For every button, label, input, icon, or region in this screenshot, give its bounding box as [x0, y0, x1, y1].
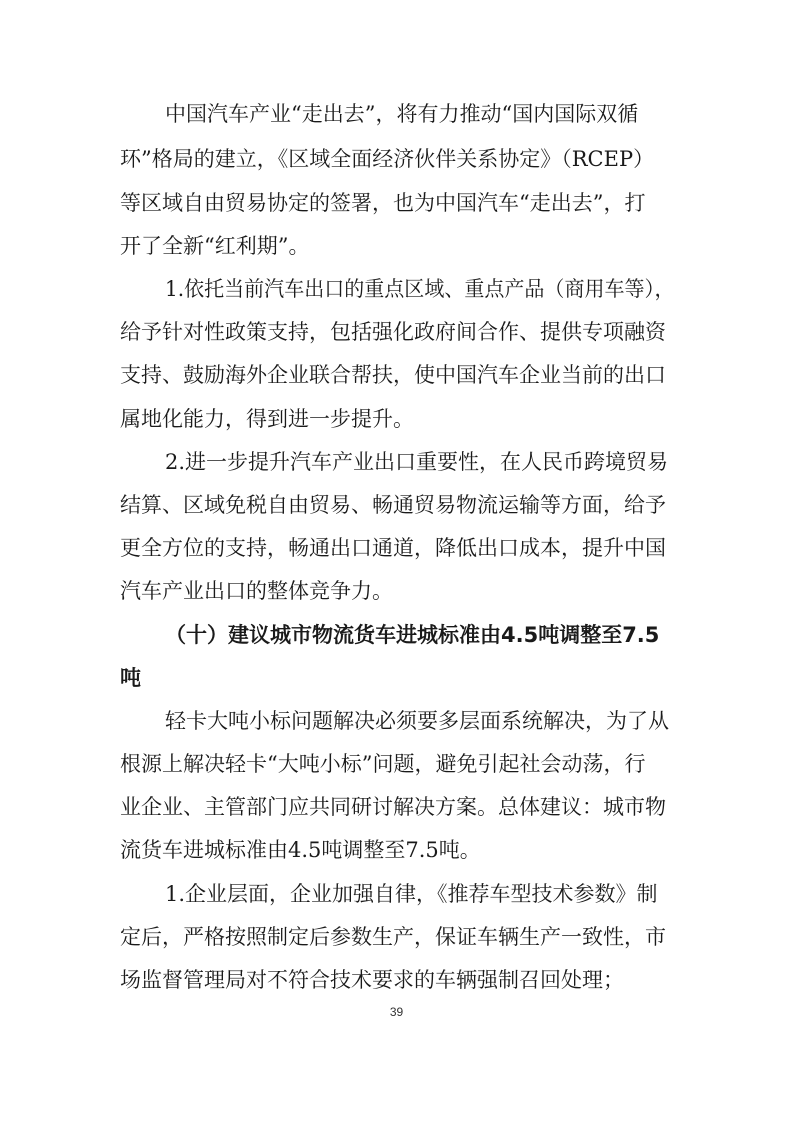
section-heading: （十）建议城市物流货车进城标准由4.5吨调整至7.5 — [165, 623, 660, 647]
paragraph-line: 2.进一步提升汽车产业出口重要性，在人民币跨境贸易 — [165, 450, 669, 474]
paragraph-line: 环”格局的建立，《区域全面经济伙伴关系协定》（RCEP） — [120, 147, 655, 171]
paragraph-line: 更全方位的支持，畅通出口通道，降低出口成本，提升中国 — [120, 536, 666, 560]
section-heading-continued: 吨 — [120, 666, 141, 690]
paragraph-line: 汽车产业出口的整体竞争力。 — [120, 579, 393, 603]
paragraph-line: 1.依托当前汽车出口的重点区域、重点产品（商用车等）， — [165, 277, 675, 301]
paragraph-line: 结算、区域免税自由贸易、畅通贸易物流运输等方面，给予 — [120, 493, 666, 517]
paragraph-line: 根源上解决轻卡“大吨小标”问题，避免引起社会动荡，行 — [120, 752, 646, 776]
paragraph-line: 流货车进城标准由4.5吨调整至7.5吨。 — [120, 838, 481, 862]
paragraph-line: 场监督管理局对不符合技术要求的车辆强制召回处理； — [120, 968, 624, 992]
paragraph-line: 中国汽车产业“走出去”，将有力推动“国内国际双循 — [165, 102, 639, 126]
page-number: 39 — [389, 1005, 404, 1019]
paragraph-line: 支持、鼓励海外企业联合帮扶，使中国汽车企业当前的出口 — [120, 363, 666, 387]
paragraph-line: 开了全新“红利期”。 — [120, 234, 310, 258]
paragraph-line: 1.企业层面，企业加强自律，《推荐车型技术参数》制 — [165, 882, 658, 906]
paragraph-line: 轻卡大吨小标问题解决必须要多层面系统解决，为了从 — [165, 709, 669, 733]
paragraph-line: 等区域自由贸易协定的签署，也为中国汽车“走出去”，打 — [120, 191, 646, 215]
paragraph-line: 给予针对性政策支持，包括强化政府间合作、提供专项融资 — [120, 320, 666, 344]
paragraph-line: 业企业、主管部门应共同研讨解决方案。总体建议：城市物 — [120, 795, 666, 819]
paragraph-line: 属地化能力，得到进一步提升。 — [120, 407, 414, 431]
paragraph-line: 定后，严格按照制定后参数生产，保证车辆生产一致性，市 — [120, 925, 666, 949]
